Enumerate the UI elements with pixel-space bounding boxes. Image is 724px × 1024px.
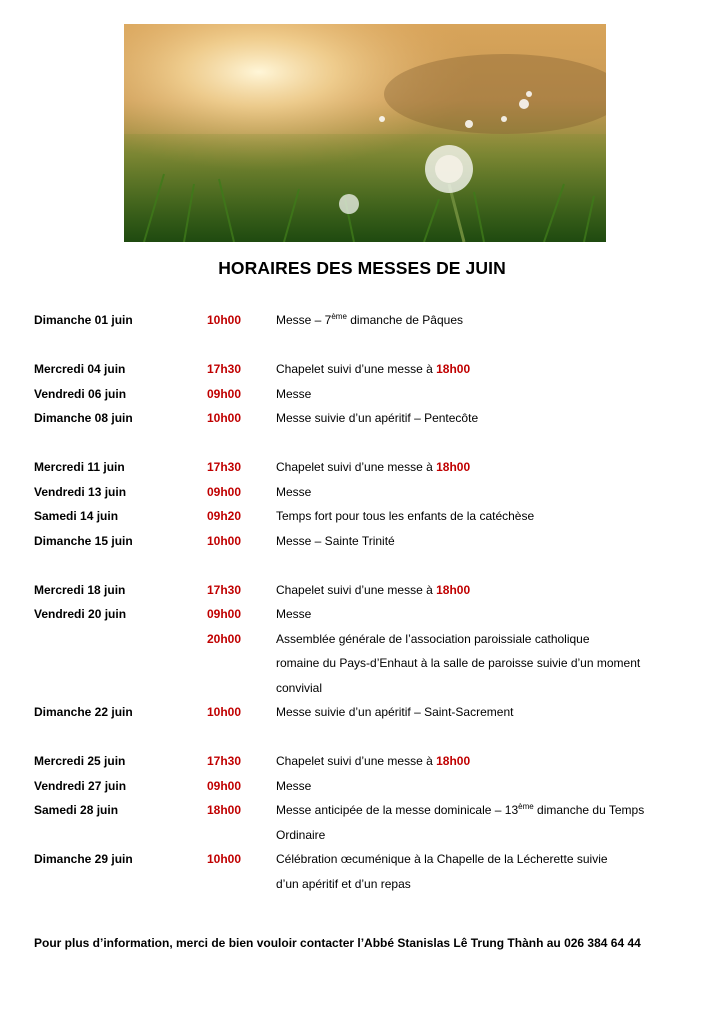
schedule-day: Mercredi 25 juin (34, 754, 126, 768)
schedule-time: 18h00 (207, 803, 242, 817)
schedule-day: Vendredi 13 juin (34, 484, 127, 499)
schedule-description: Assemblée générale de l’association paroissiale catholique (276, 631, 590, 646)
schedule-description: Chapelet suivi d’une messe à 18h00 (276, 754, 471, 768)
schedule-time: 09h00 (207, 607, 242, 621)
schedule-row (0, 406, 724, 431)
schedule-description: Temps fort pour tous les enfants de la catéchèse (276, 509, 535, 523)
schedule-day: Dimanche 15 juin (34, 533, 133, 548)
schedule-row (0, 357, 724, 382)
mass-time-highlight: 18h00 (436, 460, 471, 474)
schedule-day: Dimanche 01 juin (34, 313, 133, 327)
schedule-day: Mercredi 18 juin (34, 582, 126, 597)
schedule-day: Samedi 28 juin (34, 803, 119, 817)
schedule-time: 10h00 (207, 705, 242, 719)
schedule-description: Chapelet suivi d’une messe à 18h00 (276, 582, 471, 597)
mass-time-highlight: 18h00 (436, 754, 471, 768)
schedule-time: 10h00 (207, 411, 242, 425)
schedule-description: convivial (276, 680, 323, 695)
schedule-description: romaine du Pays-d’Enhaut à la salle de paroisse suivie d’un moment (276, 656, 641, 670)
schedule-row (0, 627, 724, 652)
schedule-description: Messe (276, 607, 312, 621)
header-image-dandelions (124, 24, 606, 242)
schedule-description: Messe – Sainte Trinité (276, 533, 395, 548)
schedule-row (0, 529, 724, 554)
mass-time-highlight: 18h00 (436, 362, 471, 376)
mass-time-highlight: 18h00 (436, 582, 471, 597)
schedule-day: Mercredi 04 juin (34, 362, 126, 376)
schedule-row-continuation (0, 651, 724, 676)
schedule-time: 09h20 (207, 509, 242, 523)
schedule-description: Messe (276, 386, 312, 401)
schedule-description: Célébration œcuménique à la Chapelle de la Lécherette suivie (276, 852, 608, 866)
schedule-row (0, 749, 724, 774)
schedule-time: 10h00 (207, 313, 242, 327)
schedule-row (0, 774, 724, 799)
schedule-description: Messe – 7ème dimanche de Pâques (276, 312, 464, 327)
schedule-day: Vendredi 20 juin (34, 607, 127, 621)
schedule-description: Ordinaire (276, 827, 326, 842)
schedule-row-continuation (0, 823, 724, 848)
schedule-description: Messe suivie d’un apéritif – Saint-Sacrement (276, 705, 514, 719)
schedule-day: Dimanche 22 juin (34, 705, 133, 719)
schedule-day: Dimanche 29 juin (34, 852, 133, 866)
schedule-day: Dimanche 08 juin (34, 411, 133, 425)
schedule-time: 17h30 (207, 460, 242, 474)
schedule-row (0, 480, 724, 505)
schedule-description: Chapelet suivi d’une messe à 18h00 (276, 460, 471, 474)
schedule-description: d’un apéritif et d’un repas (276, 876, 411, 891)
schedule-day: Vendredi 06 juin (34, 386, 127, 401)
schedule-row (0, 602, 724, 627)
schedule-row (0, 504, 724, 529)
schedule-time: 10h00 (207, 852, 242, 866)
schedule-row (0, 847, 724, 872)
schedule-day: Samedi 14 juin (34, 509, 119, 523)
schedule-description: Messe (276, 778, 312, 793)
schedule-time: 20h00 (207, 631, 242, 646)
schedule-row-continuation (0, 676, 724, 701)
schedule-time: 09h00 (207, 778, 242, 793)
schedule-description: Chapelet suivi d’une messe à 18h00 (276, 362, 471, 376)
schedule-row (0, 700, 724, 725)
schedule-time: 09h00 (207, 484, 242, 499)
schedule-time: 10h00 (207, 533, 242, 548)
schedule-row (0, 382, 724, 407)
page-title: HORAIRES DES MESSES DE JUIN (218, 258, 506, 278)
schedule-day: Mercredi 11 juin (34, 460, 125, 474)
schedule-description: Messe suivie d’un apéritif – Pentecôte (276, 411, 479, 425)
schedule-description: Messe (276, 484, 312, 499)
schedule-row (0, 308, 724, 333)
schedule-day: Vendredi 27 juin (34, 778, 127, 793)
schedule-time: 17h30 (207, 582, 242, 597)
schedule-time: 17h30 (207, 754, 242, 768)
schedule-row (0, 798, 724, 823)
contact-footer: Pour plus d’information, merci de bien vouloir contacter l’Abbé Stanislas Lê Trung Thành au 026 384 64 44 (34, 936, 641, 950)
schedule-time: 17h30 (207, 362, 242, 376)
schedule-list (0, 308, 724, 896)
schedule-row (0, 455, 724, 480)
schedule-time: 09h00 (207, 386, 242, 401)
schedule-row-continuation (0, 872, 724, 897)
schedule-row (0, 578, 724, 603)
schedule-description: Messe anticipée de la messe dominicale – 13ème dimanche du Temps (276, 802, 645, 817)
